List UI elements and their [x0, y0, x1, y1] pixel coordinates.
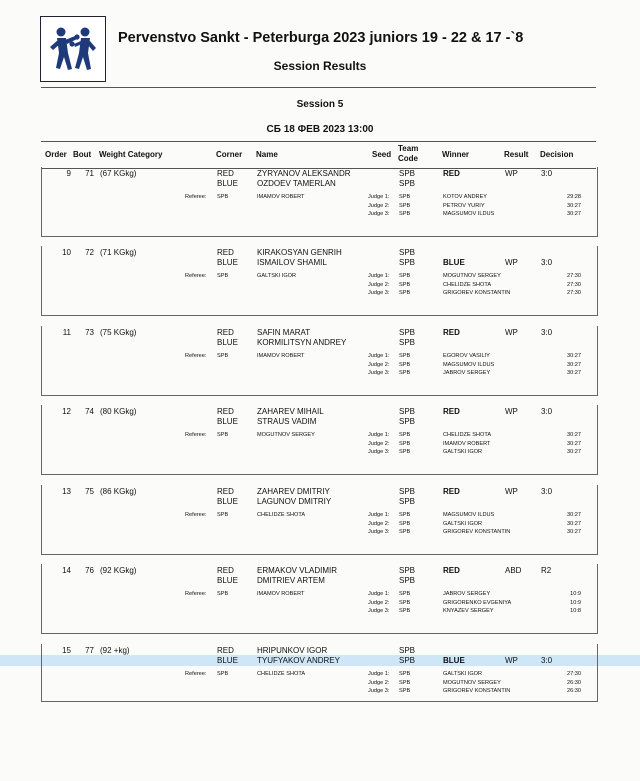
blue-corner-label: BLUE	[217, 338, 238, 347]
bout-block	[41, 326, 598, 396]
weight-category: (92 +kg)	[100, 646, 130, 655]
bout-number: 74	[85, 407, 94, 416]
judge-score: 29:28	[567, 194, 581, 200]
judge-team: SPB	[399, 281, 411, 288]
referee-team: SPB	[217, 194, 229, 200]
divider	[41, 87, 596, 88]
blue-team-code: SPB	[399, 179, 416, 188]
red-team-code: SPB	[399, 407, 416, 416]
judge-team: SPB	[399, 529, 411, 535]
judge-name: CHELIDZE SHOTA	[443, 432, 492, 438]
blue-team-code: SPB	[399, 656, 416, 665]
referee-label: Referee:	[185, 591, 207, 597]
judge-label: Judge 1:	[368, 671, 390, 677]
blue-corner-label: BLUE	[217, 497, 238, 506]
blue-team-code: SPB	[399, 417, 416, 426]
judge-team: SPB	[399, 273, 411, 279]
judge-name: MAGSUMOV ILDUS	[443, 361, 495, 368]
judge-label: Judge 3:	[368, 370, 390, 376]
judge-team: SPB	[399, 608, 411, 614]
blue-corner-label: BLUE	[217, 656, 238, 665]
judge-team: SPB	[399, 290, 411, 296]
judge-label: Judge 1:	[368, 512, 390, 518]
bout-order: 10	[62, 248, 71, 257]
referee-team: SPB	[217, 591, 229, 597]
blue-boxer-name: LAGUNOV DMITRIY	[257, 497, 332, 506]
decision-score: 3:0	[541, 328, 553, 337]
referee-label: Referee:	[185, 353, 207, 359]
judge-name: KNYAZEV SERGEY	[443, 608, 494, 614]
judge-score: 27:30	[567, 273, 581, 279]
referee-team: SPB	[217, 353, 229, 359]
red-corner-label: RED	[217, 248, 234, 257]
winner-corner: RED	[443, 487, 460, 496]
judge-team: SPB	[399, 440, 411, 447]
session-date: СБ 18 ФЕВ 2023 13:00	[266, 124, 374, 135]
winner-corner: BLUE	[443, 656, 465, 665]
judge-label: Judge 1:	[368, 432, 390, 438]
result-type: WP	[505, 487, 518, 496]
judge-score: 30:27	[567, 449, 581, 455]
col-weight: Weight Category	[99, 150, 163, 159]
bout-block	[41, 564, 598, 634]
judge-name: CHELIDZE SHOTA	[443, 281, 492, 288]
judge-name: MAGSUMOV ILDUS	[443, 211, 495, 217]
referee-name: IMAMOV ROBERT	[257, 194, 305, 200]
blue-corner-label: BLUE	[217, 417, 238, 426]
result-type: WP	[505, 328, 518, 337]
red-boxer-name: ZYRYANOV ALEKSANDR	[257, 169, 351, 178]
bout-block	[41, 405, 598, 475]
judge-score: 30:27	[567, 353, 581, 359]
judge-name: KOTOV ANDREY	[443, 194, 488, 200]
decision-score: R2	[541, 566, 552, 575]
result-type: WP	[505, 407, 518, 416]
red-boxer-name: ZAHAREV MIHAIL	[257, 407, 324, 416]
judge-score: 27:30	[567, 290, 581, 296]
col-winner: Winner	[442, 150, 470, 159]
result-type: WP	[505, 656, 518, 665]
winner-corner: RED	[443, 169, 460, 178]
judge-name: GRIGOREV KONSTANTIN	[443, 529, 511, 535]
judge-team: SPB	[399, 432, 411, 438]
col-team-line1: Team	[398, 144, 419, 153]
judge-label: Judge 2:	[368, 281, 390, 288]
col-bout: Bout	[73, 150, 92, 159]
judge-label: Judge 1:	[368, 273, 390, 279]
judge-score: 27:30	[567, 671, 581, 677]
judge-team: SPB	[399, 370, 411, 376]
judge-score: 30:27	[567, 529, 581, 535]
judge-label: Judge 3:	[368, 290, 390, 296]
referee-name: GALTSKI IGOR	[257, 273, 297, 279]
red-boxer-name: HRIPUNKOV IGOR	[257, 646, 328, 655]
blue-team-code: SPB	[399, 338, 416, 347]
referee-team: SPB	[217, 512, 229, 518]
blue-boxer-name: OZDOEV TAMERLAN	[257, 179, 336, 188]
judge-score: 30:27	[567, 202, 581, 209]
referee-label: Referee:	[185, 512, 207, 518]
judge-team: SPB	[399, 599, 411, 606]
referee-label: Referee:	[185, 273, 207, 279]
red-boxer-name: SAFIN MARAT	[257, 328, 311, 337]
judge-name: GRIGORENKO EVGENIYA	[443, 599, 512, 606]
referee-label: Referee:	[185, 194, 207, 200]
judge-name: EGOROV VASILIY	[443, 353, 490, 359]
judge-label: Judge 2:	[368, 599, 390, 606]
red-team-code: SPB	[399, 169, 416, 178]
judge-team: SPB	[399, 591, 411, 597]
judge-score: 30:27	[567, 440, 581, 447]
judge-name: GALTSKI IGOR	[443, 520, 483, 527]
table-header	[41, 141, 596, 169]
judge-name: IMAMOV ROBERT	[443, 440, 491, 447]
judge-name: GALTSKI IGOR	[443, 449, 483, 455]
judge-team: SPB	[399, 679, 411, 686]
judge-score: 30:27	[567, 361, 581, 368]
col-decision: Decision	[540, 150, 574, 159]
bout-number: 73	[85, 328, 94, 337]
judge-label: Judge 3:	[368, 449, 390, 455]
judge-label: Judge 2:	[368, 679, 390, 686]
bout-block	[41, 485, 598, 555]
weight-category: (92 KGkg)	[100, 566, 137, 575]
judge-label: Judge 3:	[368, 211, 390, 217]
judge-score: 26:30	[567, 679, 581, 686]
blue-boxer-name: STRAUS VADIM	[257, 417, 317, 426]
judge-label: Judge 2:	[368, 440, 390, 447]
judge-name: MOGUTNOV SERGEY	[443, 273, 501, 279]
decision-score: 3:0	[541, 407, 553, 416]
judge-name: MAGSUMOV ILDUS	[443, 512, 495, 518]
bout-order: 11	[62, 328, 71, 337]
session-label: Session 5	[296, 99, 344, 110]
referee-team: SPB	[217, 671, 229, 677]
judge-label: Judge 2:	[368, 202, 390, 209]
judge-score: 10:9	[570, 599, 581, 606]
referee-name: IMAMOV ROBERT	[257, 591, 305, 597]
bout-number: 76	[85, 566, 94, 575]
judge-name: GRIGOREV KONSTANTIN	[443, 688, 511, 694]
judge-team: SPB	[399, 361, 411, 368]
judge-team: SPB	[399, 449, 411, 455]
judge-score: 10:8	[570, 608, 581, 614]
judge-team: SPB	[399, 211, 411, 217]
bout-order: 9	[66, 169, 71, 178]
red-boxer-name: KIRAKOSYAN GENRIH	[257, 248, 342, 257]
judge-team: SPB	[399, 688, 411, 694]
judge-score: 30:27	[567, 211, 581, 217]
judge-team: SPB	[399, 353, 411, 359]
red-boxer-name: ZAHAREV DMITRIY	[257, 487, 330, 496]
col-result: Result	[504, 150, 529, 159]
decision-score: 3:0	[541, 169, 553, 178]
bout-block	[41, 167, 598, 237]
col-name: Name	[256, 150, 278, 159]
judge-name: GRIGOREV KONSTANTIN	[443, 290, 511, 296]
referee-name: IMAMOV ROBERT	[257, 353, 305, 359]
weight-category: (86 KGkg)	[100, 487, 137, 496]
judge-label: Judge 1:	[368, 194, 390, 200]
weight-category: (67 KGkg)	[100, 169, 137, 178]
referee-name: CHELIDZE SHOTA	[257, 512, 306, 518]
judge-name: GALTSKI IGOR	[443, 671, 483, 677]
red-corner-label: RED	[217, 487, 234, 496]
col-team-line2: Code	[398, 154, 418, 163]
judge-label: Judge 3:	[368, 608, 390, 614]
blue-corner-label: BLUE	[217, 179, 238, 188]
page-subtitle: Session Results	[273, 59, 367, 73]
blue-corner-label: BLUE	[217, 576, 238, 585]
judge-score: 30:27	[567, 432, 581, 438]
winner-corner: RED	[443, 566, 460, 575]
result-type: WP	[505, 169, 518, 178]
judge-score: 10:9	[570, 591, 581, 597]
bout-number: 75	[85, 487, 94, 496]
blue-team-code: SPB	[399, 497, 416, 506]
red-team-code: SPB	[399, 328, 416, 337]
judge-score: 30:27	[567, 512, 581, 518]
judge-name: PETROV YURIY	[443, 202, 485, 209]
result-type: ABD	[505, 566, 522, 575]
bout-block	[41, 246, 598, 316]
result-type: WP	[505, 258, 518, 267]
red-corner-label: RED	[217, 646, 234, 655]
page-title: Pervenstvo Sankt - Peterburga 2023 juniors 19 - 22 & 17 -`8	[118, 30, 524, 46]
judge-team: SPB	[399, 520, 411, 527]
blue-boxer-name: KORMILITSYN ANDREY	[257, 338, 347, 347]
bout-block	[41, 644, 598, 702]
decision-score: 3:0	[541, 656, 553, 665]
judge-label: Judge 2:	[368, 361, 390, 368]
judge-score: 27:30	[567, 281, 581, 288]
judge-score: 26:30	[567, 688, 581, 694]
blue-boxer-name: TYUFYAKOV ANDREY	[257, 656, 340, 665]
blue-corner-label: BLUE	[217, 258, 238, 267]
red-team-code: SPB	[399, 248, 416, 257]
blue-team-code: SPB	[399, 258, 416, 267]
weight-category: (80 KGkg)	[100, 407, 137, 416]
decision-score: 3:0	[541, 258, 553, 267]
referee-team: SPB	[217, 432, 229, 438]
red-team-code: SPB	[399, 566, 416, 575]
bout-number: 72	[85, 248, 94, 257]
judge-name: JABROV SERGEY	[443, 591, 491, 597]
red-team-code: SPB	[399, 487, 416, 496]
red-corner-label: RED	[217, 328, 234, 337]
winner-corner: BLUE	[443, 258, 465, 267]
judge-label: Judge 1:	[368, 353, 390, 359]
blue-boxer-name: ISMAILOV SHAMIL	[257, 258, 327, 267]
red-team-code: SPB	[399, 646, 416, 655]
referee-label: Referee:	[185, 432, 207, 438]
bout-order: 14	[62, 566, 71, 575]
winner-corner: RED	[443, 328, 460, 337]
judge-score: 30:27	[567, 370, 581, 376]
bout-number: 77	[85, 646, 94, 655]
col-corner: Corner	[216, 150, 243, 159]
red-corner-label: RED	[217, 407, 234, 416]
judge-score: 30:27	[567, 520, 581, 527]
weight-category: (75 KGkg)	[100, 328, 137, 337]
col-order: Order	[45, 150, 67, 159]
bout-number: 71	[85, 169, 94, 178]
red-corner-label: RED	[217, 566, 234, 575]
weight-category: (71 KGkg)	[100, 248, 137, 257]
judge-team: SPB	[399, 671, 411, 677]
bout-order: 13	[62, 487, 71, 496]
judge-name: MOGUTNOV SERGEY	[443, 679, 501, 686]
judge-label: Judge 3:	[368, 529, 390, 535]
judge-team: SPB	[399, 202, 411, 209]
referee-name: CHELIDZE SHOTA	[257, 671, 306, 677]
bout-order: 15	[62, 646, 71, 655]
blue-team-code: SPB	[399, 576, 416, 585]
blue-boxer-name: DMITRIEV ARTEM	[257, 576, 325, 585]
judge-team: SPB	[399, 194, 411, 200]
red-boxer-name: ERMAKOV VLADIMIR	[257, 566, 338, 575]
decision-score: 3:0	[541, 487, 553, 496]
winner-corner: RED	[443, 407, 460, 416]
col-seed: Seed	[372, 150, 392, 159]
referee-name: MOGUTNOV SERGEY	[257, 432, 315, 438]
referee-team: SPB	[217, 273, 229, 279]
bout-order: 12	[62, 407, 71, 416]
judge-label: Judge 1:	[368, 591, 390, 597]
red-corner-label: RED	[217, 169, 234, 178]
judge-name: JABROV SERGEY	[443, 370, 491, 376]
referee-label: Referee:	[185, 671, 207, 677]
judge-label: Judge 3:	[368, 688, 390, 694]
judge-team: SPB	[399, 512, 411, 518]
judge-label: Judge 2:	[368, 520, 390, 527]
